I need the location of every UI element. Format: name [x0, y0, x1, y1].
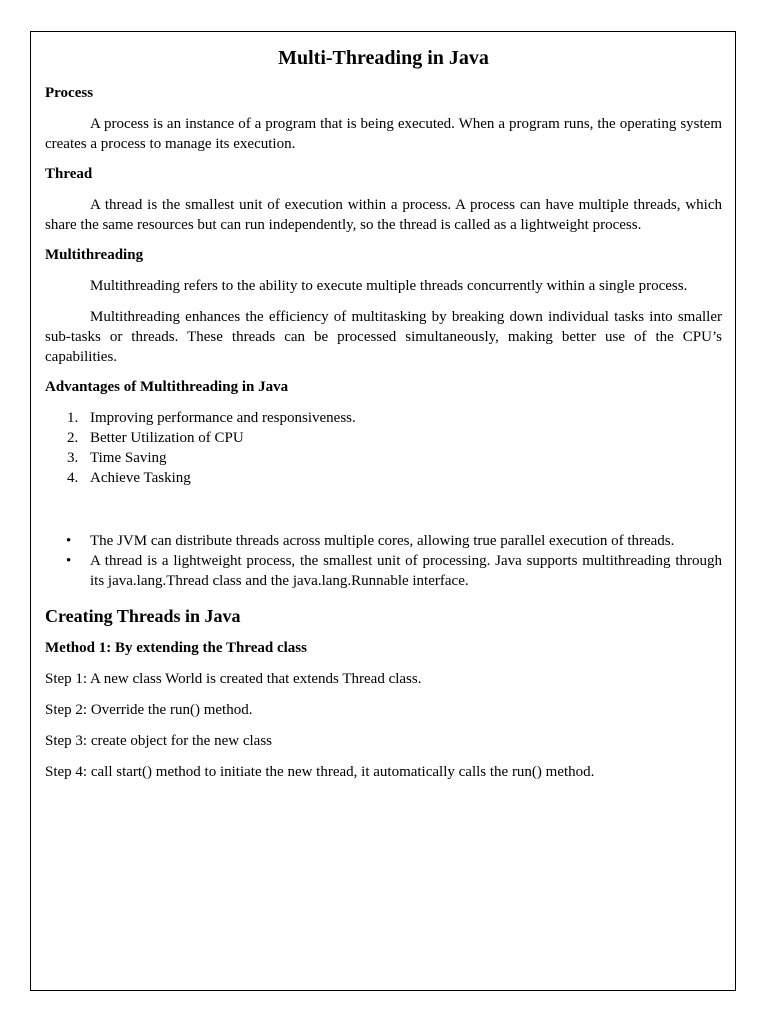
list-item: [67, 448, 722, 468]
bullet-text: The JVM can distribute threads across multiple cores, allowing true parallel execution of threads.: [90, 533, 675, 549]
step-4: Step 4: call start() method to initiate the new thread, it automatically calls the run() method.: [45, 764, 595, 780]
process-paragraph: A process is an instance of a program that is being executed. When a program runs, the operating system creates a process to manage its execution.: [45, 116, 722, 152]
list-item: [67, 408, 722, 428]
creating-threads-heading: Creating Threads in Java: [45, 606, 241, 626]
list-number: 1.: [67, 410, 79, 426]
step-2: Step 2: Override the run() method.: [45, 702, 253, 718]
process-heading: Process: [45, 85, 94, 101]
list-item-text: Improving performance and responsiveness.: [90, 410, 356, 426]
method-1-heading: Method 1: By extending the Thread class: [45, 640, 307, 656]
step-3: Step 3: create object for the new class: [45, 733, 272, 749]
list-number: 3.: [67, 450, 79, 466]
advantages-heading: Advantages of Multithreading in Java: [45, 379, 289, 395]
list-number: 4.: [67, 470, 79, 486]
thread-heading: Thread: [45, 166, 93, 182]
thread-paragraph: A thread is the smallest unit of execution within a process. A process can have multiple threads, which share the same resources but can run independently, so the thread is called as a lightweight process.: [45, 197, 722, 233]
bullet-icon: •: [66, 533, 72, 549]
bullet-icon: •: [66, 553, 72, 569]
document-content: [45, 44, 722, 782]
bullet-item: [66, 531, 722, 551]
list-item: [67, 428, 722, 448]
multithreading-heading: Multithreading: [45, 247, 144, 263]
list-number: 2.: [67, 430, 79, 446]
advantages-bullet-list: [45, 531, 722, 591]
bullet-text: A thread is a lightweight process, the smallest unit of processing. Java supports multithreading through its java.lang.Thread class and the java.lang.Runnable interface.: [90, 553, 722, 589]
list-item: [67, 468, 722, 488]
multithreading-paragraph-2: Multithreading enhances the efficiency of multitasking by breaking down individual tasks into smaller sub-tasks or threads. These threads can be processed simultaneously, making better use of the CPU’s capabilities.: [45, 309, 722, 365]
list-item-text: Time Saving: [90, 450, 167, 466]
list-item-text: Achieve Tasking: [90, 470, 191, 486]
list-item-text: Better Utilization of CPU: [90, 430, 244, 446]
document-title: Multi-Threading in Java: [278, 47, 489, 69]
advantages-list: [45, 408, 722, 488]
multithreading-paragraph-1: Multithreading refers to the ability to execute multiple threads concurrently within a single process.: [90, 278, 688, 294]
bullet-item: [66, 551, 722, 591]
step-1: Step 1: A new class World is created that extends Thread class.: [45, 671, 422, 687]
